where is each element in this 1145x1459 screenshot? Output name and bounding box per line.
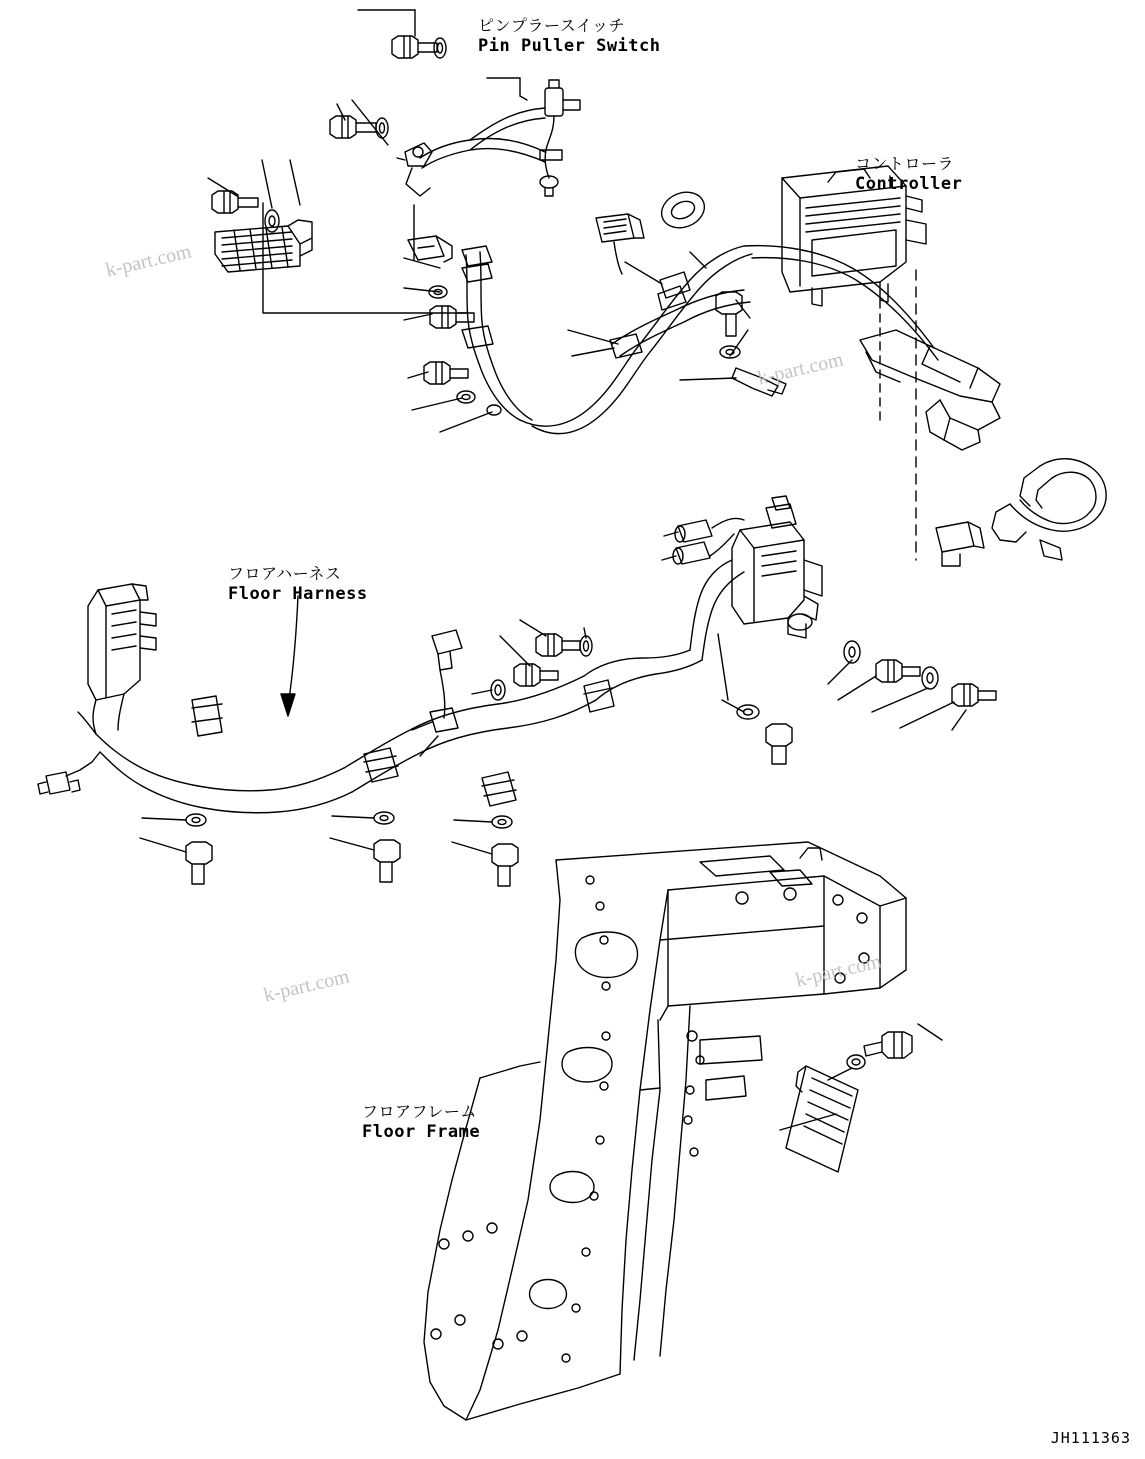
- label-jp: フロアフレーム: [362, 1102, 477, 1121]
- label-jp: コントローラ: [855, 154, 955, 173]
- label-en: Floor Harness: [228, 583, 368, 604]
- label-pin-puller-switch: [478, 17, 661, 56]
- label-controller: [855, 155, 962, 194]
- watermark: k-part.com: [103, 240, 194, 282]
- label-floor-harness: [228, 565, 368, 604]
- label-jp: フロアハーネス: [228, 564, 342, 583]
- label-jp: ピンプラースイッチ: [478, 16, 626, 35]
- label-en: Controller: [855, 173, 963, 194]
- watermark: k-part.com: [755, 348, 846, 390]
- label-en: Floor Frame: [362, 1121, 481, 1142]
- label-floor-frame: [362, 1103, 480, 1142]
- drawing-number: JH111363: [1050, 1429, 1131, 1447]
- watermark: k-part.com: [261, 965, 352, 1007]
- label-en: Pin Puller Switch: [478, 35, 661, 56]
- watermark: k-part.com: [793, 950, 884, 992]
